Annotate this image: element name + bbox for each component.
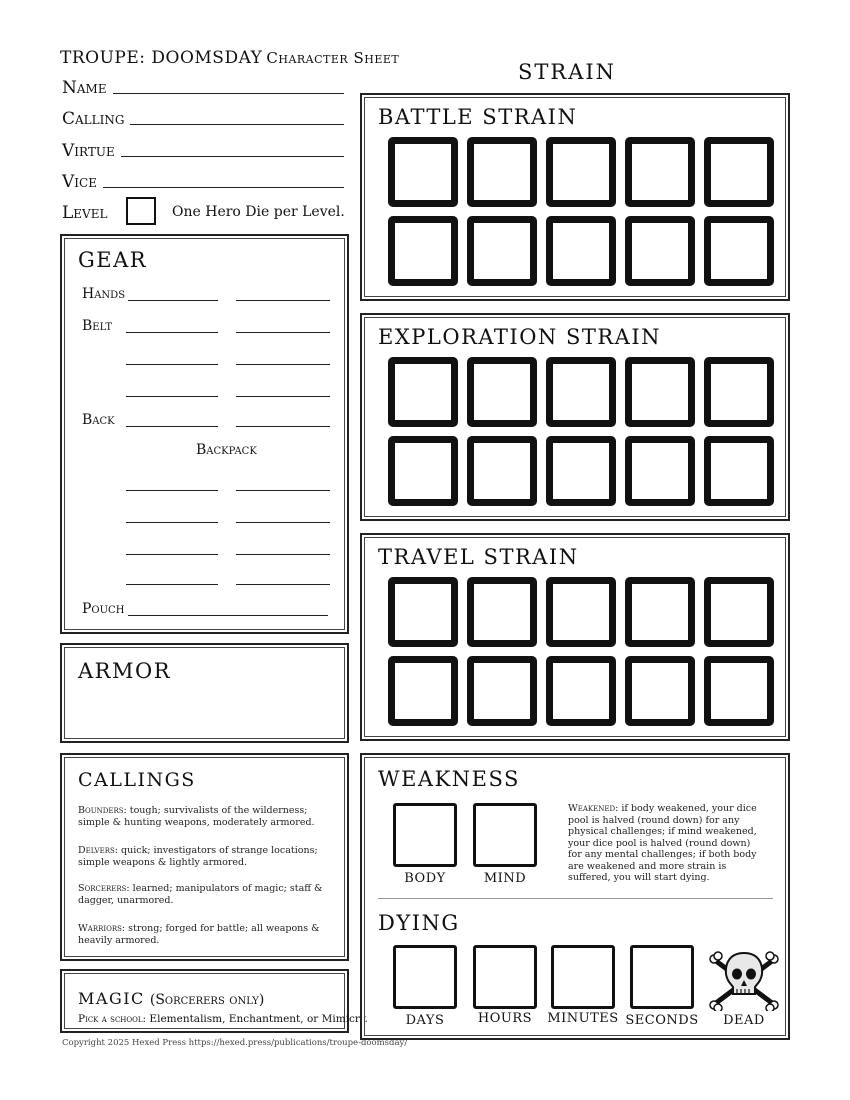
exploration-strain-box[interactable]: [704, 357, 774, 427]
battle-strain-box[interactable]: [546, 137, 616, 207]
travel-strain-box[interactable]: [546, 577, 616, 647]
exploration-strain-panel: [360, 313, 790, 521]
weakness-divider: [378, 898, 773, 899]
exploration-strain-box[interactable]: [625, 357, 695, 427]
magic-schools: Elementalism, Enchantment, or Mimicry.: [149, 1013, 368, 1025]
backpack-line-8[interactable]: [236, 584, 330, 585]
hands-label: Hands: [82, 286, 126, 302]
calling-delvers-desc: quick; investigators of strange locations; simple weapons & lightly armored.: [78, 845, 318, 868]
battle-strain-title: BATTLE STRAIN: [378, 105, 578, 129]
mind-weakness-box[interactable]: [473, 803, 537, 867]
back-line-1[interactable]: [126, 426, 218, 427]
minutes-label: MINUTES: [547, 1011, 619, 1026]
travel-strain-box[interactable]: [704, 577, 774, 647]
back-label: Back: [82, 412, 115, 428]
battle-strain-box[interactable]: [388, 216, 458, 286]
gear-title: GEAR: [78, 248, 148, 272]
travel-strain-box[interactable]: [467, 656, 537, 726]
backpack-line-6[interactable]: [236, 554, 330, 555]
vice-field[interactable]: [62, 168, 344, 194]
battle-strain-box[interactable]: [546, 216, 616, 286]
calling-field[interactable]: [62, 105, 344, 131]
seconds-label: SECONDS: [625, 1013, 699, 1028]
mind-label: MIND: [483, 871, 527, 886]
calling-delvers: [78, 845, 328, 868]
exploration-strain-box[interactable]: [467, 436, 537, 506]
virtue-label: Virtue: [62, 141, 115, 161]
magic-schools-line: [78, 1013, 368, 1025]
level-label: Level: [62, 203, 108, 223]
backpack-label: Backpack: [196, 442, 257, 458]
travel-strain-box[interactable]: [704, 656, 774, 726]
travel-strain-box[interactable]: [625, 577, 695, 647]
weakened-rule: [568, 803, 760, 884]
pouch-line[interactable]: [128, 615, 328, 616]
exploration-strain-box[interactable]: [388, 436, 458, 506]
belt-line-2[interactable]: [236, 332, 330, 333]
name-line[interactable]: [113, 93, 344, 94]
calling-sorcerers-desc: learned; manipulators of magic; staff & dagger, unarmored.: [78, 883, 323, 906]
travel-strain-box[interactable]: [388, 577, 458, 647]
backpack-line-5[interactable]: [126, 554, 218, 555]
exploration-strain-grid: [388, 357, 774, 506]
armor-panel[interactable]: [60, 643, 349, 743]
calling-bounders: [78, 805, 328, 828]
calling-sorcerers-name: Sorcerers:: [78, 883, 130, 894]
travel-strain-panel: [360, 533, 790, 741]
name-field[interactable]: [62, 74, 344, 100]
weakened-rule-text: if body weakened, your dice pool is halved (round down) for any physical challenges; if mind weakened, your dice pool is halved (round down) for any mental challenges; if both body are weakened and more strain is suffered, you will start dying.: [568, 803, 757, 883]
body-label: BODY: [404, 871, 446, 886]
calling-warriors-desc: strong; forged for battle; all weapons & heavily armored.: [78, 923, 320, 946]
strain-heading: STRAIN: [518, 60, 617, 84]
travel-strain-box[interactable]: [625, 656, 695, 726]
exploration-strain-box[interactable]: [388, 357, 458, 427]
exploration-strain-box[interactable]: [467, 357, 537, 427]
exploration-strain-box[interactable]: [625, 436, 695, 506]
days-label: DAYS: [405, 1013, 445, 1028]
calling-delvers-name: Delvers:: [78, 845, 118, 856]
days-box[interactable]: [393, 945, 457, 1009]
exploration-strain-box[interactable]: [704, 436, 774, 506]
travel-strain-grid: [388, 577, 774, 726]
weakness-title: WEAKNESS: [378, 767, 520, 791]
belt-line-5[interactable]: [126, 396, 218, 397]
backpack-line-1[interactable]: [126, 490, 218, 491]
hours-label: HOURS: [477, 1011, 533, 1026]
sheet-title: [60, 48, 399, 68]
belt-label: Belt: [82, 318, 113, 334]
calling-sorcerers: [78, 883, 328, 906]
callings-panel: [60, 753, 349, 961]
backpack-line-3[interactable]: [126, 522, 218, 523]
battle-strain-grid: [388, 137, 774, 286]
vice-label: Vice: [62, 172, 97, 192]
gear-panel: [60, 234, 349, 634]
magic-title: MAGIC: [78, 989, 145, 1008]
battle-strain-box[interactable]: [704, 137, 774, 207]
exploration-strain-title: EXPLORATION STRAIN: [378, 325, 662, 349]
backpack-line-4[interactable]: [236, 522, 330, 523]
calling-warriors: [78, 923, 328, 946]
battle-strain-box[interactable]: [467, 137, 537, 207]
magic-pick-label: Pick a school:: [78, 1013, 147, 1025]
level-field: [62, 199, 122, 225]
travel-strain-box[interactable]: [546, 656, 616, 726]
battle-strain-box[interactable]: [704, 216, 774, 286]
battle-strain-box[interactable]: [625, 216, 695, 286]
sheet-title-sub: Character Sheet: [266, 49, 400, 67]
seconds-box[interactable]: [630, 945, 694, 1009]
skull-crossbones-icon: [708, 947, 780, 1011]
calling-label: Calling: [62, 109, 125, 129]
dead-label: DEAD: [723, 1013, 765, 1028]
magic-title-note: (Sorcerers only): [149, 992, 265, 1008]
minutes-box[interactable]: [551, 945, 615, 1009]
hands-line-1[interactable]: [128, 300, 218, 301]
battle-strain-box[interactable]: [625, 137, 695, 207]
travel-strain-title: TRAVEL STRAIN: [378, 545, 579, 569]
belt-line-4[interactable]: [236, 364, 330, 365]
backpack-line-7[interactable]: [126, 584, 218, 585]
weakness-dying-panel: [360, 753, 790, 1040]
virtue-line[interactable]: [121, 156, 344, 157]
name-label: Name: [62, 78, 107, 98]
exploration-strain-box[interactable]: [546, 357, 616, 427]
belt-line-3[interactable]: [126, 364, 218, 365]
hours-box[interactable]: [473, 945, 537, 1009]
calling-bounders-name: Bounders:: [78, 805, 127, 816]
pouch-label: Pouch: [82, 601, 125, 617]
copyright-notice: Copyright 2025 Hexed Press https://hexed.press/publications/troupe-doomsday/: [62, 1038, 408, 1048]
sheet-title-main: TROUPE: DOOMSDAY: [60, 48, 263, 68]
battle-strain-box[interactable]: [467, 216, 537, 286]
callings-title: CALLINGS: [78, 769, 196, 791]
dying-title: DYING: [378, 911, 460, 935]
battle-strain-panel: [360, 93, 790, 301]
belt-line-1[interactable]: [126, 332, 218, 333]
level-note: One Hero Die per Level.: [172, 204, 345, 220]
calling-line[interactable]: [130, 124, 344, 125]
magic-heading: [78, 989, 264, 1008]
vice-line[interactable]: [103, 187, 344, 188]
magic-panel: [60, 969, 368, 1033]
battle-strain-box[interactable]: [388, 137, 458, 207]
virtue-field[interactable]: [62, 137, 344, 163]
belt-line-6[interactable]: [236, 396, 330, 397]
travel-strain-box[interactable]: [388, 656, 458, 726]
calling-bounders-desc: tough; survivalists of the wilderness; simple & hunting weapons, moderately armored.: [78, 805, 315, 828]
calling-warriors-name: Warriors:: [78, 923, 126, 934]
body-weakness-box[interactable]: [393, 803, 457, 867]
armor-title: ARMOR: [78, 659, 172, 683]
hands-line-2[interactable]: [236, 300, 330, 301]
travel-strain-box[interactable]: [467, 577, 537, 647]
weakened-rule-label: Weakened:: [568, 803, 619, 814]
level-box[interactable]: [126, 197, 156, 225]
exploration-strain-box[interactable]: [546, 436, 616, 506]
backpack-line-2[interactable]: [236, 490, 330, 491]
back-line-2[interactable]: [236, 426, 330, 427]
